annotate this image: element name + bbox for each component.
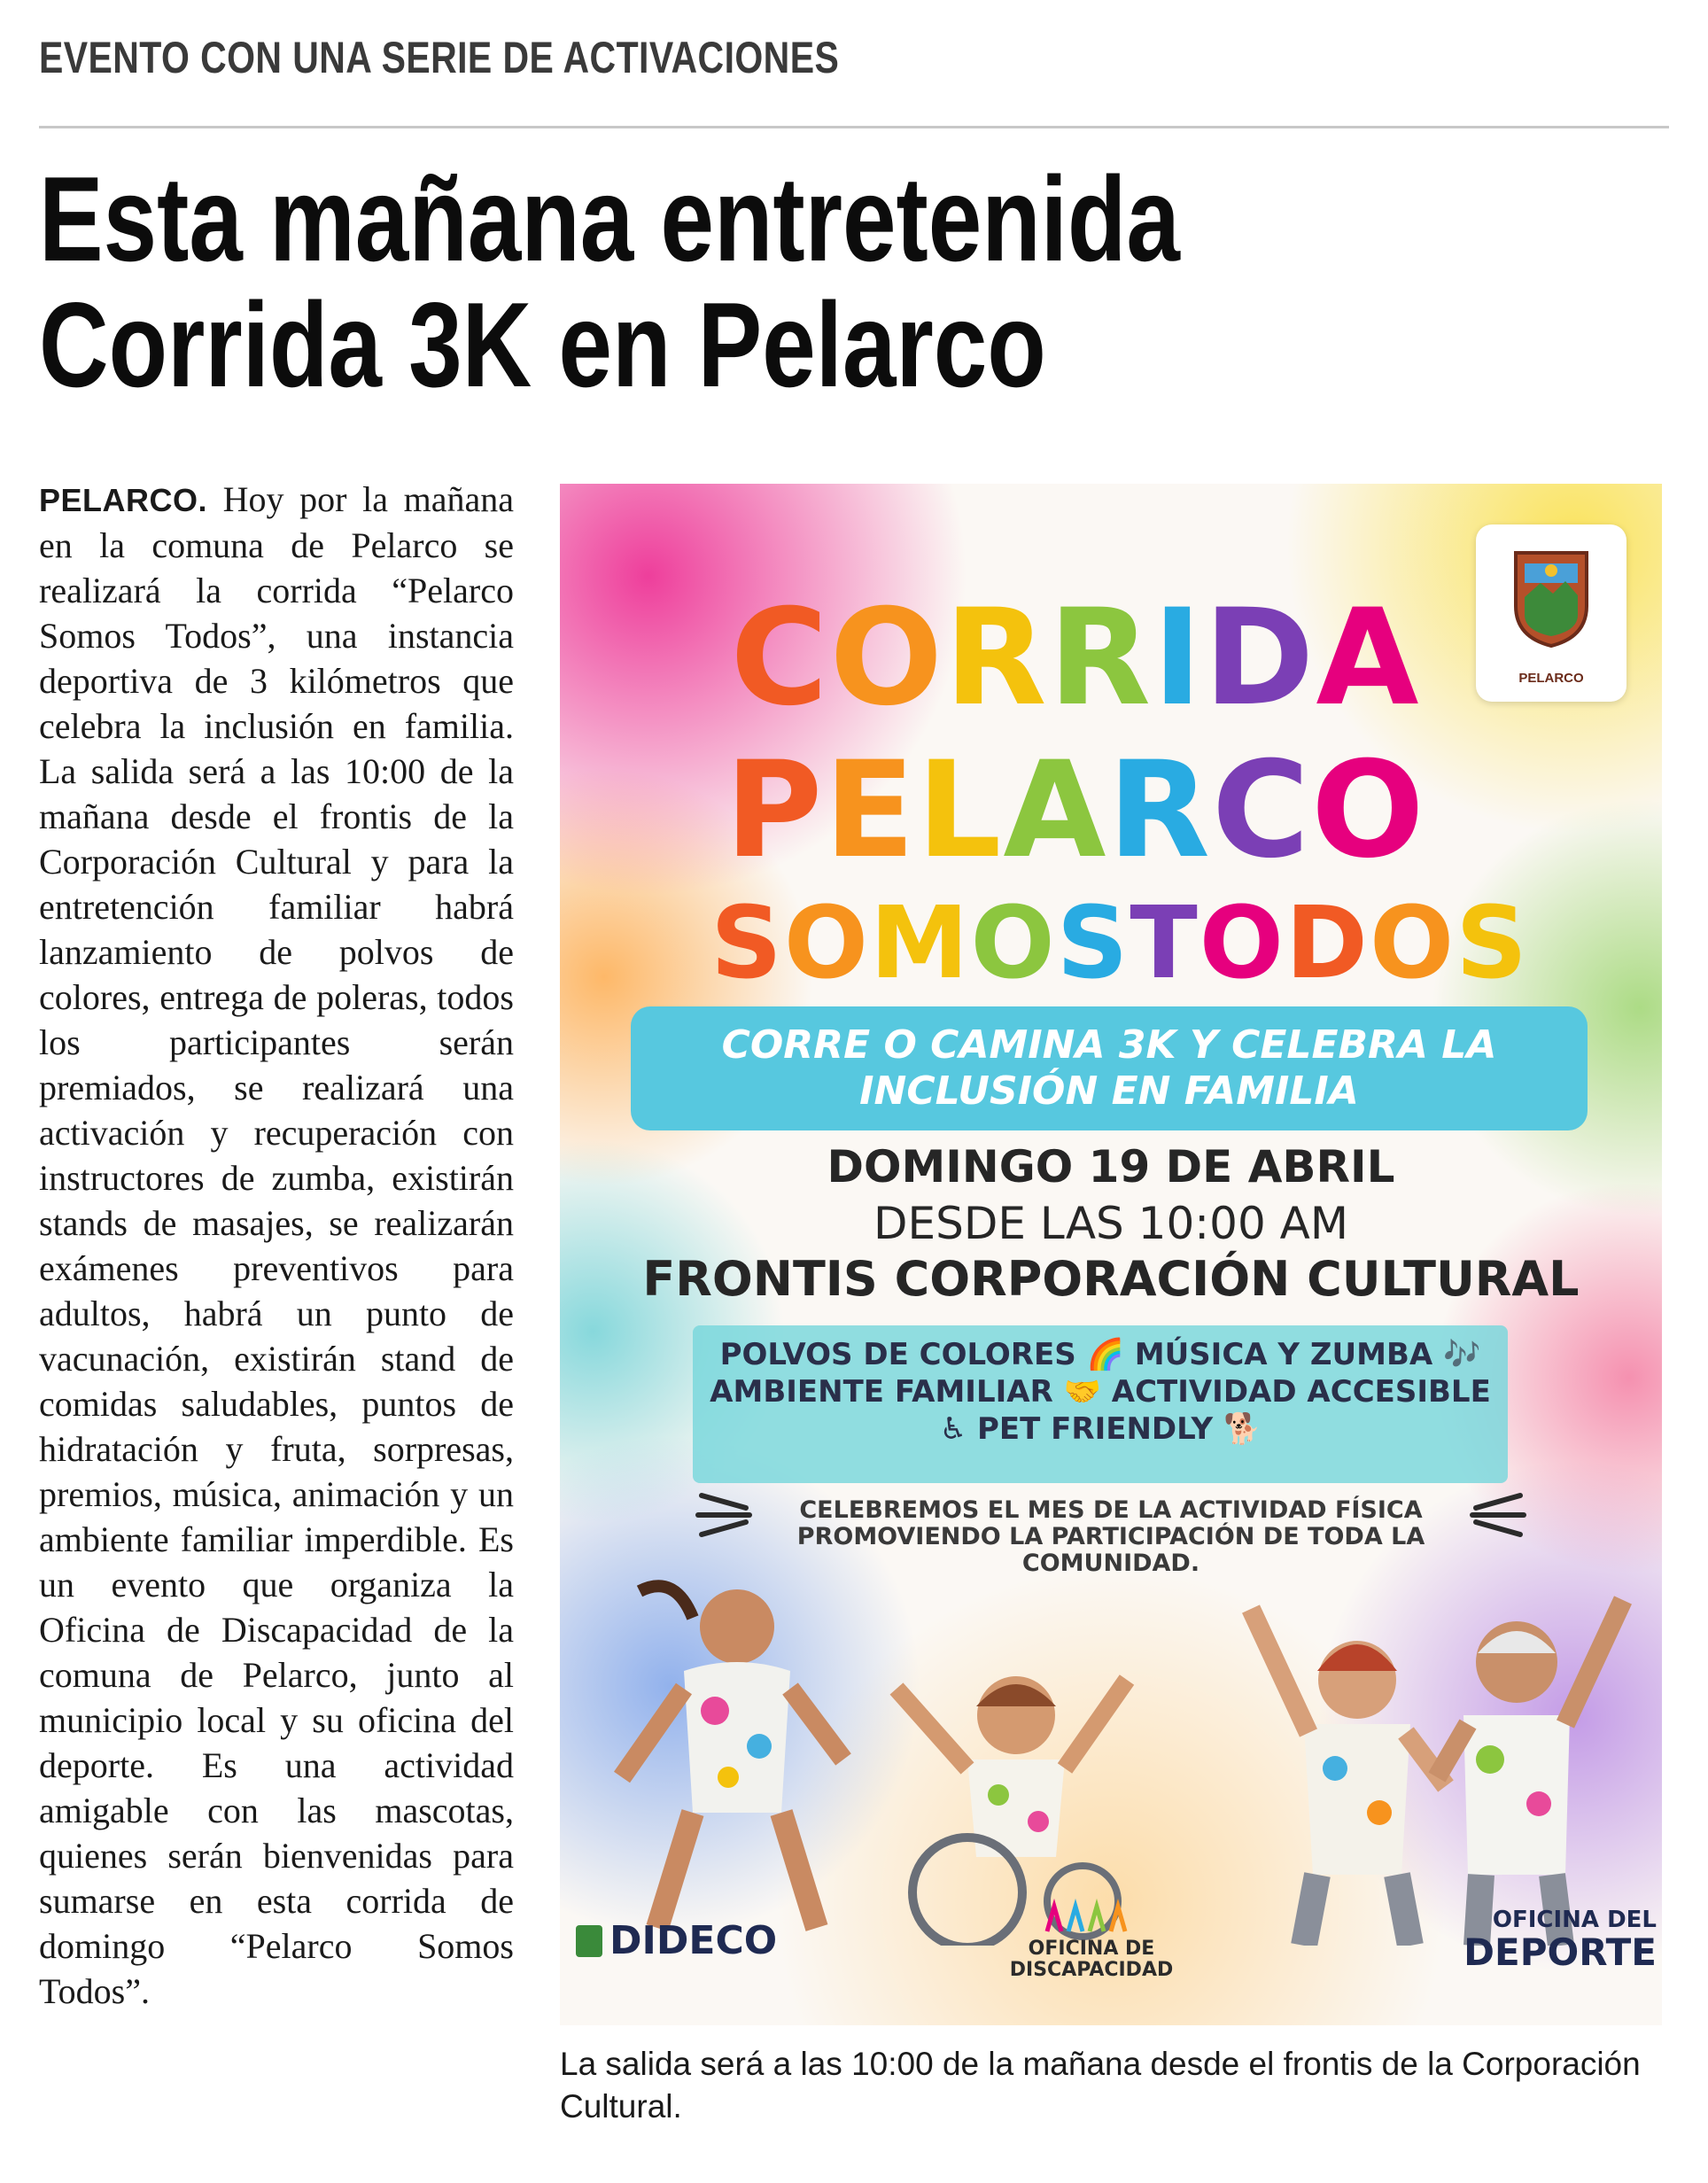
poster-features-box	[693, 1325, 1508, 1483]
headline-line-2: Corrida 3K en Pelarco	[39, 277, 1046, 412]
deporte-logo-line-2: DEPORTE	[1463, 1931, 1657, 1974]
poster-ribbon-text: CORRE O CAMINA 3K Y CELEBRA LA INCLUSIÓN EN FAMILIA	[721, 1022, 1497, 1114]
poster-celebrate-text: CELEBREMOS EL MES DE LA ACTIVIDAD FÍSICA PROMOVIENDO LA PARTICIPACIÓN DE TODA LA COMUNIDAD.	[796, 1496, 1425, 1577]
participants-illustration	[560, 1556, 1662, 1946]
poster-title-line-2: PELARCO	[725, 734, 1426, 888]
deporte-logo-line-1: OFICINA DEL	[1492, 1907, 1657, 1933]
section-kicker: EVENTO CON UNA SERIE DE ACTIVACIONES	[39, 33, 840, 82]
crest-label: PELARCO	[1518, 671, 1584, 686]
dideco-logo-text: DIDECO	[609, 1918, 778, 1963]
dateline: PELARCO.	[39, 482, 208, 518]
poster-place: FRONTIS CORPORACIÓN CULTURAL	[642, 1251, 1580, 1307]
headline	[39, 151, 1180, 412]
article-body	[39, 477, 514, 2014]
woman-cheering-figure	[1251, 1609, 1446, 1946]
event-poster	[560, 484, 1662, 2025]
dideco-mark-icon	[576, 1925, 602, 1957]
header-rule	[39, 126, 1669, 128]
photo-caption: La salida será a las 10:00 de la mañana desde el frontis de la Corporación Cultural.	[560, 2046, 1641, 2125]
poster-ribbon	[631, 1006, 1588, 1130]
poster-title-line-3: SOMOSTODOS	[710, 886, 1529, 1001]
dideco-logo	[576, 1918, 777, 1963]
headline-line-1: Esta mañana entretenida	[39, 151, 1180, 286]
man-cheering-figure	[1437, 1600, 1623, 1946]
runner-woman-figure	[622, 1586, 843, 1928]
poster-date: DOMINGO 19 DE ABRIL	[827, 1141, 1395, 1192]
discapacidad-logo-text: OFICINA DE DISCAPACIDAD	[1009, 1938, 1174, 1981]
article-body-text: Hoy por la mañana en la comuna de Pelarco se realizará la corrida “Pelarco Somos Todos”, una instancia deportiva de 3 kilómetros que celebra la inclusión en familia. La salida será a las 10:00 de la mañana desde el frontis de la Corporación Cultural y para la entretención familiar habrá lanzamiento de polvos de colores, entrega de poleras, todos los participantes serán premiados, se realizará una activación y recuperación con instructores de zumba, existirán stands de masajes, se realizarán exámenes preventivos para adultos, habrá un punto de vacunación, existirán stand de comidas saludables, puntos de hidratación y fruta, sorpresas, premios, música, animación y un ambiente familiar imperdible. Es un evento que organiza la Oficina de Discapacidad de la comuna de Pelarco, junto al municipio local y su oficina del deporte. Es una actividad amigable con las mascotas, quienes serán bienvenidas para sumarse en esta corrida de domingo “Pelarco Somos Todos”.	[39, 479, 515, 2011]
poster-title-line-1: CORRIDA	[730, 581, 1421, 735]
people-row-icon	[1038, 1898, 1145, 1933]
poster-time: DESDE LAS 10:00 AM	[873, 1198, 1348, 1249]
discapacidad-logo	[1003, 1898, 1180, 1981]
poster-features-text: POLVOS DE COLORES 🌈 MÚSICA Y ZUMBA 🎶 AMBIENTE FAMILIAR 🤝 ACTIVIDAD ACCESIBLE ♿ PET FRIENDLY 🐕	[710, 1337, 1491, 1447]
deporte-logo	[1463, 1907, 1657, 1972]
